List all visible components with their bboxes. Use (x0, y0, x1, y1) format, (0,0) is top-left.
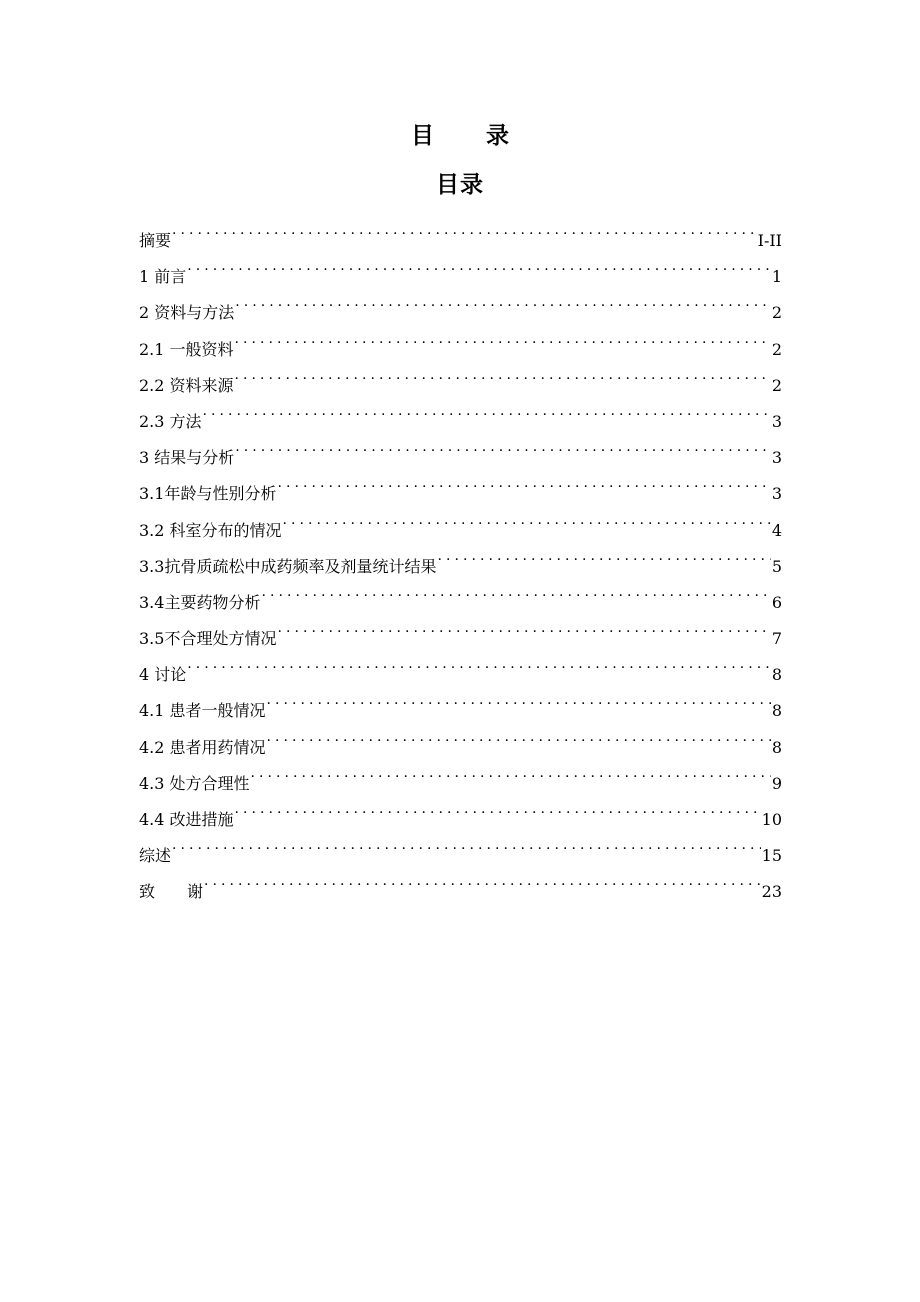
toc-leader-dots (267, 717, 771, 753)
toc-entry-label: 3.3抗骨质疏松中成药频率及剂量统计结果 (139, 556, 437, 576)
toc-entry-label: 4.2 患者用药情况 (139, 737, 266, 757)
toc-entry-page: 5 (771, 556, 782, 576)
toc-entry-label: 1 前言 (139, 267, 187, 287)
toc-entry[interactable] (139, 246, 782, 287)
toc-entry-page: 10 (761, 810, 782, 829)
toc-entry-page: 8 (771, 701, 782, 721)
toc-entry-page: 3 (771, 448, 782, 468)
toc-entry-page: I-II (757, 231, 782, 250)
toc-leader-dots (172, 825, 761, 861)
toc-leader-dots (267, 680, 771, 716)
toc-entry-label: 2.2 资料来源 (139, 375, 234, 395)
toc-leader-dots (277, 463, 770, 499)
toc-entry-label: 致 谢 (139, 882, 204, 902)
toc-leader-dots (235, 789, 761, 825)
toc-entry-page: 3 (771, 411, 782, 431)
toc-entry[interactable] (139, 427, 782, 468)
toc-entry-page: 23 (761, 882, 782, 902)
toc-entry[interactable] (139, 210, 782, 250)
toc-entry[interactable] (139, 789, 782, 829)
toc-leader-dots (251, 753, 771, 789)
toc-leader-dots (235, 355, 771, 391)
toc-entry[interactable] (139, 825, 782, 866)
table-of-contents (139, 210, 782, 902)
toc-entry-label: 4 讨论 (139, 665, 187, 685)
toc-entry[interactable] (139, 861, 782, 902)
toc-leader-dots (204, 861, 761, 897)
toc-entry[interactable] (139, 282, 782, 323)
toc-title-char-1: 目 (411, 123, 434, 149)
toc-entry-page: 2 (771, 303, 782, 323)
toc-entry[interactable] (139, 355, 782, 395)
toc-leader-dots (187, 644, 771, 680)
toc-entry-label: 摘要 (139, 231, 172, 250)
toc-entry-label: 2 资料与方法 (139, 303, 235, 323)
toc-entry-label: 3.5不合理处方情况 (139, 629, 277, 649)
toc-entry-label: 3.1年龄与性别分析 (139, 484, 277, 504)
toc-entry-page: 2 (771, 375, 782, 395)
toc-leader-dots (261, 572, 770, 608)
toc-entry-page: 9 (771, 773, 782, 793)
toc-leader-dots (437, 536, 770, 572)
toc-leader-dots (277, 608, 770, 644)
toc-entry-label: 2.3 方法 (139, 411, 202, 431)
toc-entry-page: 6 (771, 592, 782, 612)
toc-entry-page: 8 (771, 665, 782, 685)
toc-entry[interactable] (139, 391, 782, 431)
toc-entry-page: 3 (771, 484, 782, 504)
toc-entry-label: 3.2 科室分布的情况 (139, 520, 282, 540)
toc-leader-dots (203, 391, 771, 427)
toc-entry-page: 8 (771, 737, 782, 757)
toc-entry-page: 2 (771, 339, 782, 359)
toc-title-char-2: 录 (486, 123, 509, 149)
toc-entry-page: 7 (771, 629, 782, 649)
toc-entry-page: 4 (771, 520, 782, 540)
toc-entry[interactable] (139, 644, 782, 685)
toc-entry-label: 2.1 一般资料 (139, 339, 234, 359)
toc-entry-label: 3.4主要药物分析 (139, 592, 261, 612)
toc-leader-dots (235, 427, 771, 463)
toc-leader-dots (235, 319, 771, 355)
toc-entry-label: 3 结果与分析 (139, 448, 235, 468)
toc-title (0, 118, 920, 154)
toc-entry-label: 综述 (139, 846, 172, 866)
toc-entry-label: 4.3 处方合理性 (139, 773, 250, 793)
toc-entry[interactable] (139, 680, 782, 721)
toc-subtitle: 目录 (436, 172, 484, 198)
toc-entry-label: 4.4 改进措施 (139, 810, 234, 829)
toc-entry[interactable] (139, 319, 782, 359)
toc-leader-dots (172, 210, 757, 246)
toc-leader-dots (235, 282, 771, 318)
toc-entry-page: 15 (761, 846, 782, 866)
toc-entry-label: 4.1 患者一般情况 (139, 701, 266, 721)
toc-entry-page: 1 (771, 267, 782, 287)
toc-leader-dots (283, 500, 771, 536)
toc-leader-dots (187, 246, 771, 282)
toc-entry[interactable] (139, 463, 782, 504)
